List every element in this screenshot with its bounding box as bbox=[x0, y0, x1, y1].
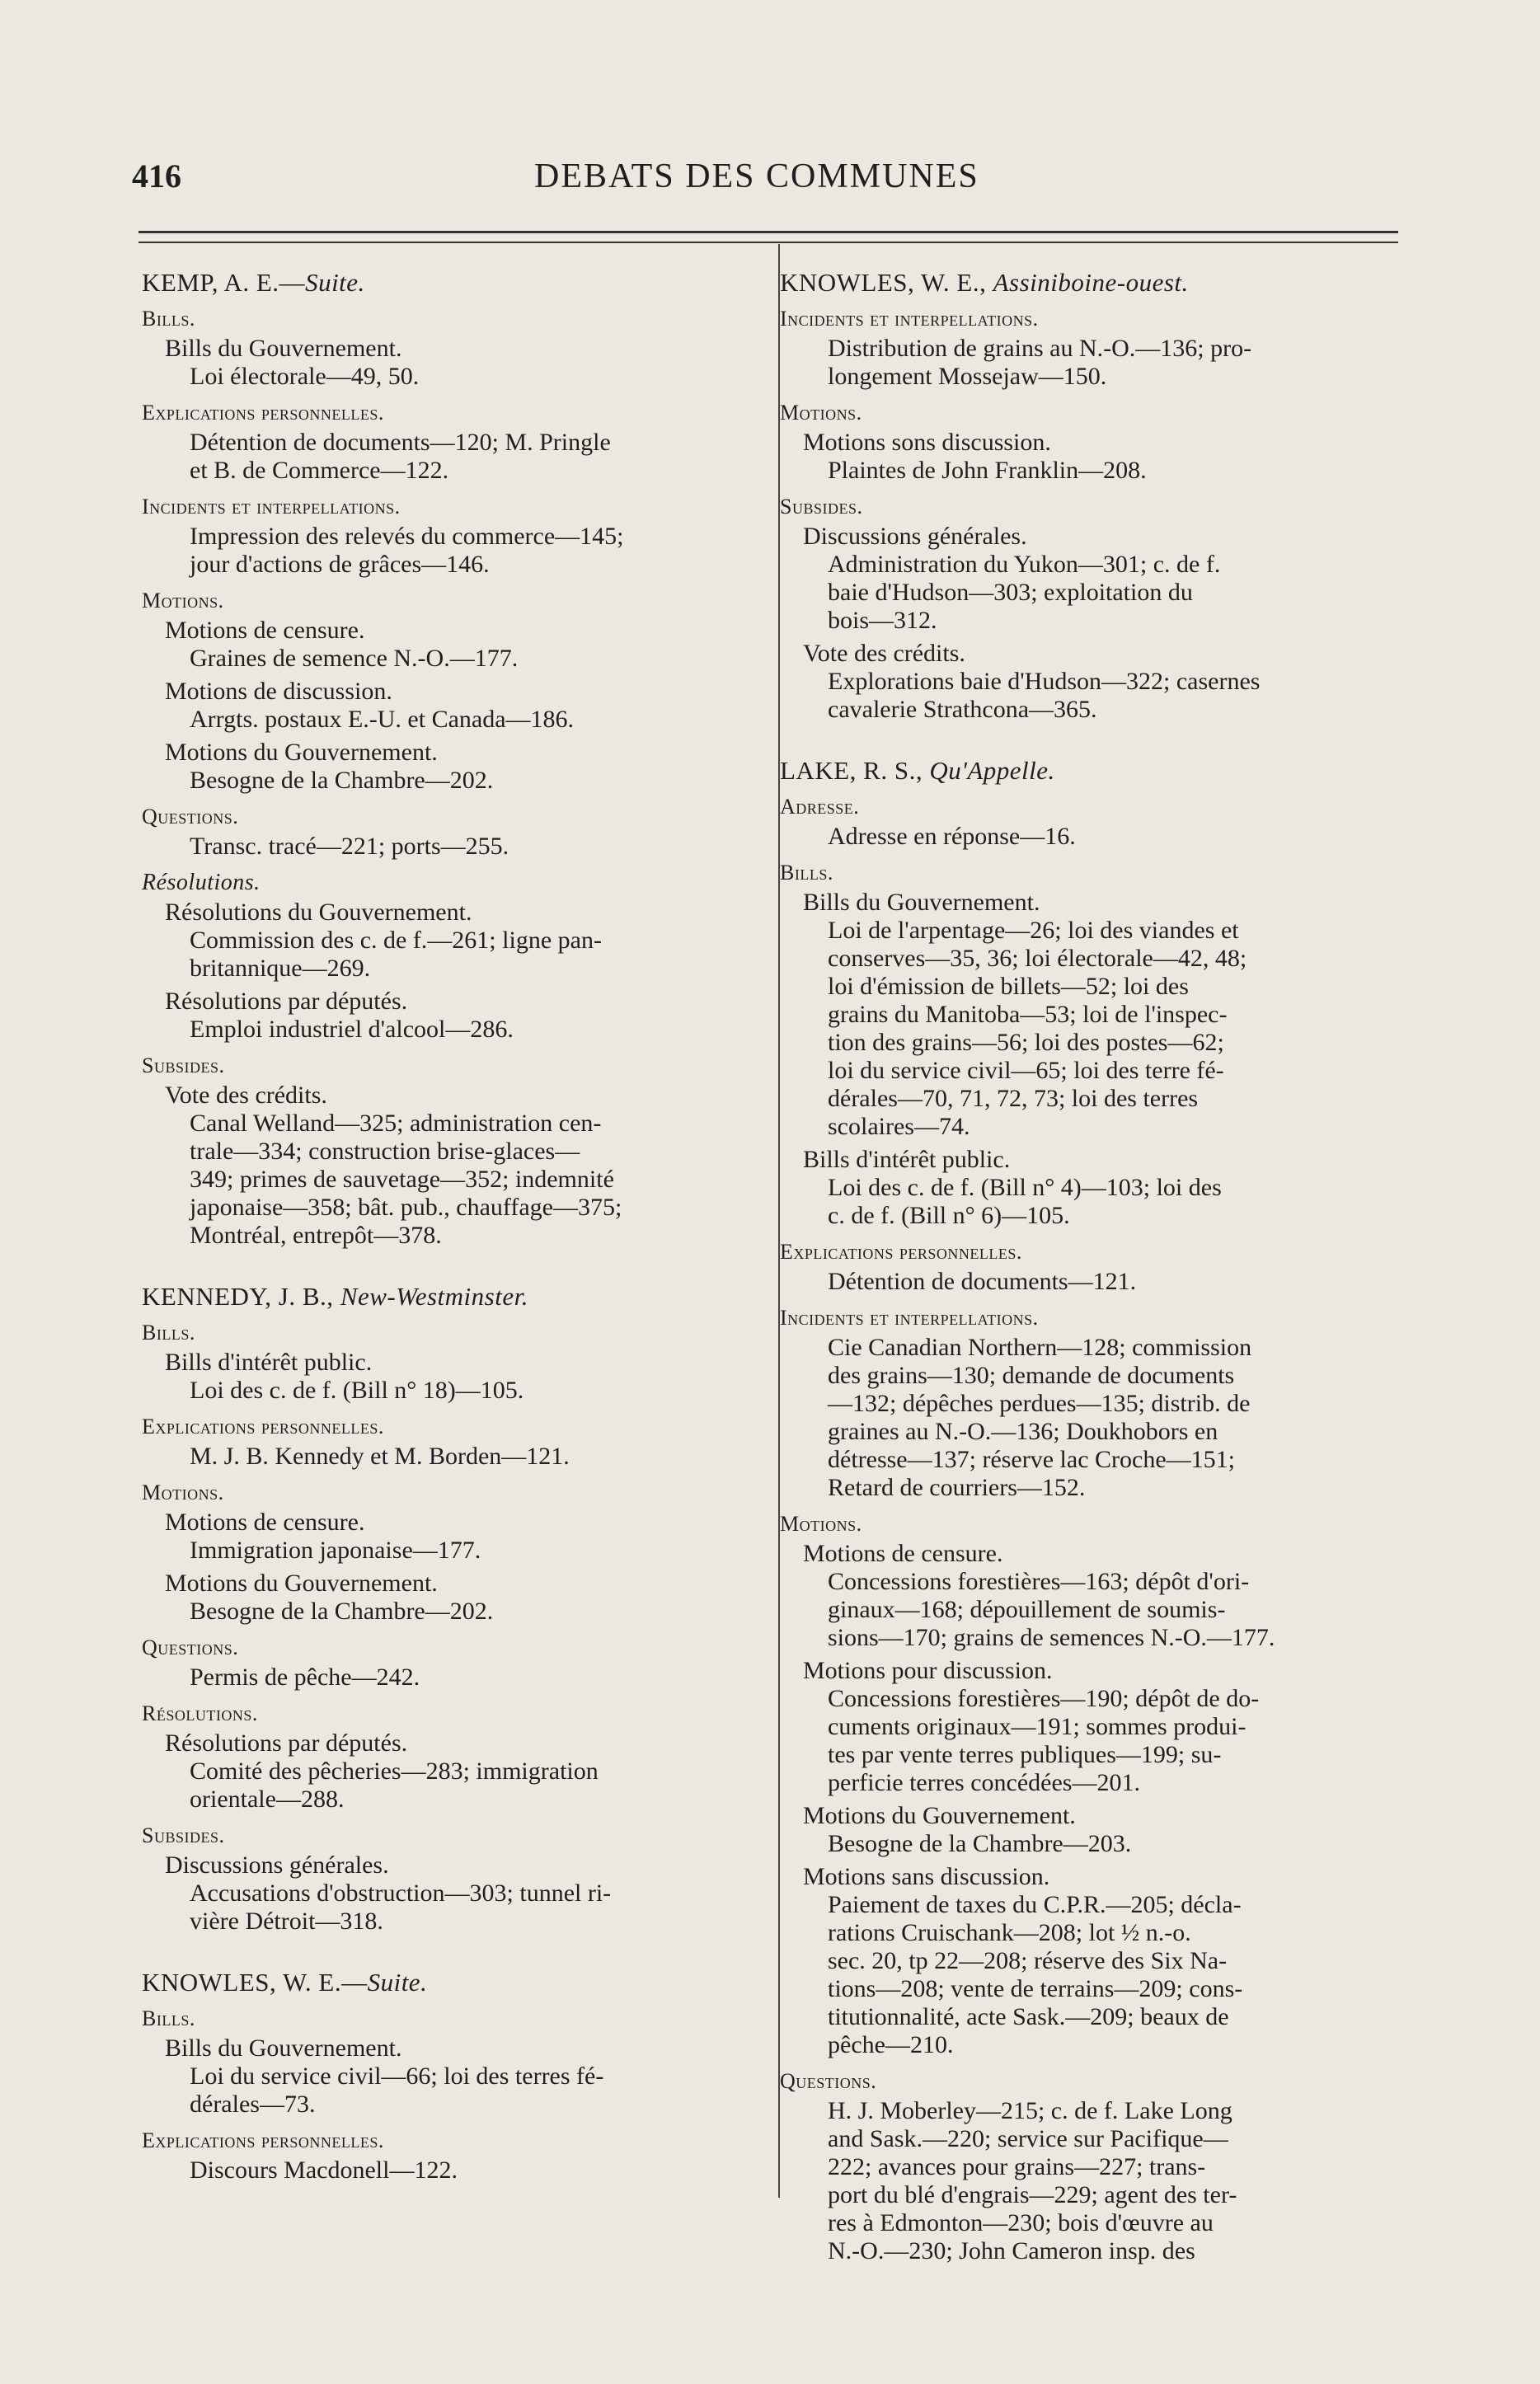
reference-line: trale—334; construction brise-glaces— bbox=[190, 1138, 580, 1165]
subject-heading: Vote des crédits. bbox=[165, 1082, 327, 1109]
page-title: DEBATS DES COMMUNES bbox=[534, 157, 979, 195]
entry-name-suffix: Assiniboine-ouest. bbox=[993, 268, 1189, 297]
subject-block bbox=[142, 1664, 765, 1692]
reference-line: longement Mossejaw—150. bbox=[828, 363, 1107, 390]
subject-block bbox=[142, 2156, 765, 2185]
subject-block bbox=[780, 1146, 1415, 1230]
reference-line: Graines de semence N.-O.—177. bbox=[190, 645, 519, 672]
reference-line: Discours Macdonell—122. bbox=[190, 2156, 458, 2184]
section-heading: Bills. bbox=[142, 307, 195, 331]
reference-line: jour d'actions de grâces—146. bbox=[190, 551, 490, 578]
subject-heading: Résolutions du Gouvernement. bbox=[165, 899, 472, 926]
reference-line: Retard de courriers—152. bbox=[828, 1474, 1086, 1501]
subject-block bbox=[142, 899, 765, 983]
reference-line: britannique—269. bbox=[190, 955, 371, 982]
section-heading: Motions. bbox=[780, 1512, 862, 1536]
reference-line: Canal Welland—325; administration cen- bbox=[190, 1110, 602, 1137]
reference-line: Emploi industriel d'alcool—286. bbox=[190, 1016, 514, 1043]
reference-line: loi du service civil—65; loi des terre fé- bbox=[828, 1057, 1224, 1084]
reference-line: Explorations baie d'Hudson—322; casernes bbox=[828, 668, 1261, 695]
subject-block bbox=[780, 1334, 1415, 1502]
subject-block bbox=[142, 1509, 765, 1565]
index-entry bbox=[780, 269, 1415, 724]
reference-line: tes par vente terres publiques—199; su- bbox=[828, 1741, 1222, 1768]
subject-block bbox=[142, 739, 765, 795]
subject-block bbox=[142, 833, 765, 861]
subject-heading: Motions du Gouvernement. bbox=[803, 1802, 1076, 1829]
section-heading: Bills. bbox=[142, 2006, 195, 2030]
section-heading: Questions. bbox=[142, 1635, 239, 1659]
section-heading: Incidents et interpellations. bbox=[780, 307, 1039, 331]
reference-line: orientale—288. bbox=[190, 1786, 345, 1813]
subject-heading: Bills du Gouvernement. bbox=[803, 889, 1040, 916]
reference-line: c. de f. (Bill n° 6)—105. bbox=[828, 1202, 1070, 1229]
entry-name: KNOWLES, W. E., Assiniboine-ouest. bbox=[780, 268, 1189, 297]
subject-heading: Motions du Gouvernement. bbox=[165, 739, 438, 766]
subject-heading: Bills d'intérêt public. bbox=[165, 1349, 373, 1376]
reference-line: Besogne de la Chambre—202. bbox=[190, 767, 494, 794]
reference-line: H. J. Moberley—215; c. de f. Lake Long bbox=[828, 2097, 1232, 2124]
reference-line: Concessions forestières—190; dépôt de do- bbox=[828, 1685, 1260, 1712]
subject-block bbox=[780, 1863, 1415, 2059]
subject-block bbox=[780, 1657, 1415, 1797]
subject-block bbox=[780, 2097, 1415, 2265]
reference-line: loi d'émission de billets—52; loi des bbox=[828, 973, 1189, 1000]
left-column bbox=[142, 264, 765, 2217]
subject-block bbox=[780, 823, 1415, 851]
subject-block bbox=[780, 1268, 1415, 1296]
subject-block bbox=[142, 523, 765, 579]
entry-name: KEMP, A. E.—Suite. bbox=[142, 268, 365, 297]
subject-block bbox=[142, 678, 765, 734]
subject-heading: Motions sons discussion. bbox=[803, 429, 1051, 456]
subject-heading: Discussions générales. bbox=[165, 1851, 389, 1879]
header-rule-double bbox=[139, 242, 1398, 243]
section-heading: Subsides. bbox=[780, 495, 863, 519]
reference-line: Impression des relevés du commerce—145; bbox=[190, 523, 624, 550]
section-heading: Questions. bbox=[142, 805, 239, 828]
reference-line: res à Edmonton—230; bois d'œuvre au bbox=[828, 2209, 1214, 2236]
reference-line: Transc. tracé—221; ports—255. bbox=[190, 833, 509, 860]
section-heading: Incidents et interpellations. bbox=[142, 495, 401, 519]
subject-heading: Motions de censure. bbox=[165, 617, 365, 644]
entry-name-suffix: Suite. bbox=[367, 1968, 428, 1997]
subject-heading: Résolutions par députés. bbox=[165, 988, 408, 1015]
index-entry bbox=[780, 757, 1415, 2265]
subject-block bbox=[142, 429, 765, 485]
section-heading: Résolutions. bbox=[142, 870, 261, 895]
subject-heading: Bills du Gouvernement. bbox=[165, 335, 402, 362]
subject-block bbox=[780, 1802, 1415, 1858]
reference-line: Comité des pêcheries—283; immigration bbox=[190, 1757, 599, 1785]
reference-line: baie d'Hudson—303; exploitation du bbox=[828, 579, 1193, 606]
subject-heading: Bills d'intérêt public. bbox=[803, 1146, 1011, 1173]
section-heading: Incidents et interpellations. bbox=[780, 1306, 1039, 1330]
subject-heading: Motions de censure. bbox=[803, 1540, 1003, 1567]
section-heading: Explications personnelles. bbox=[142, 2128, 384, 2152]
reference-line: 349; primes de sauvetage—352; indemnité bbox=[190, 1166, 614, 1193]
entry-name: KENNEDY, J. B., New-Westminster. bbox=[142, 1282, 528, 1311]
subject-block bbox=[780, 335, 1415, 391]
subject-block bbox=[142, 1443, 765, 1471]
reference-line: port du blé d'engrais—229; agent des ter- bbox=[828, 2181, 1237, 2208]
section-heading: Explications personnelles. bbox=[142, 1415, 384, 1438]
reference-line: japonaise—358; bât. pub., chauffage—375; bbox=[190, 1194, 622, 1221]
subject-block bbox=[142, 988, 765, 1044]
reference-line: pêche—210. bbox=[828, 2031, 954, 2058]
reference-line: 222; avances pour grains—227; trans- bbox=[828, 2153, 1206, 2180]
reference-line: dérales—73. bbox=[190, 2091, 316, 2118]
subject-block bbox=[780, 429, 1415, 485]
index-entry bbox=[142, 1969, 765, 2185]
reference-line: Détention de documents—121. bbox=[828, 1268, 1137, 1295]
section-heading: Subsides. bbox=[142, 1823, 225, 1847]
reference-line: perficie terres concédées—201. bbox=[828, 1769, 1140, 1796]
subject-heading: Motions pour discussion. bbox=[803, 1657, 1053, 1684]
section-heading: Bills. bbox=[780, 861, 833, 885]
subject-heading: Bills du Gouvernement. bbox=[165, 2034, 402, 2062]
entry-name-suffix: Suite. bbox=[305, 268, 365, 297]
reference-line: Loi de l'arpentage—26; loi des viandes et bbox=[828, 917, 1239, 944]
reference-line: Accusations d'obstruction—303; tunnel ri- bbox=[190, 1880, 612, 1907]
subject-heading: Motions du Gouvernement. bbox=[165, 1570, 438, 1597]
subject-block bbox=[142, 1851, 765, 1936]
section-heading: Motions. bbox=[780, 401, 862, 425]
subject-heading: Vote des crédits. bbox=[803, 640, 965, 667]
subject-block bbox=[780, 523, 1415, 635]
reference-line: Détention de documents—120; M. Pringle bbox=[190, 429, 611, 456]
subject-block bbox=[780, 1540, 1415, 1652]
reference-line: dérales—70, 71, 72, 73; loi des terres bbox=[828, 1085, 1199, 1112]
reference-line: rations Cruischank—208; lot ½ n.-o. bbox=[828, 1919, 1191, 1946]
reference-line: Besogne de la Chambre—203. bbox=[828, 1830, 1132, 1857]
section-heading: Adresse. bbox=[780, 795, 860, 819]
reference-line: sions—170; grains de semences N.-O.—177. bbox=[828, 1624, 1275, 1651]
reference-line: vière Détroit—318. bbox=[190, 1908, 383, 1935]
reference-line: conserves—35, 36; loi électorale—42, 48; bbox=[828, 945, 1247, 972]
subject-heading: Discussions générales. bbox=[803, 523, 1027, 550]
subject-block bbox=[142, 1082, 765, 1250]
reference-line: Loi des c. de f. (Bill n° 4)—103; loi des bbox=[828, 1174, 1222, 1201]
reference-line: cuments originaux—191; sommes produi- bbox=[828, 1713, 1247, 1740]
reference-line: Cie Canadian Northern—128; commission bbox=[828, 1334, 1252, 1361]
subject-block bbox=[142, 617, 765, 673]
reference-line: N.-O.—230; John Cameron insp. des bbox=[828, 2237, 1195, 2264]
index-entry bbox=[142, 1283, 765, 1936]
section-heading: Subsides. bbox=[142, 1054, 225, 1077]
reference-line: grains du Manitoba—53; loi de l'inspec- bbox=[828, 1001, 1228, 1028]
subject-block bbox=[142, 1729, 765, 1814]
page-number: 416 bbox=[132, 157, 181, 195]
section-heading: Motions. bbox=[142, 1481, 224, 1504]
subject-block bbox=[780, 889, 1415, 1141]
reference-line: Besogne de la Chambre—202. bbox=[190, 1598, 494, 1625]
subject-block bbox=[142, 1349, 765, 1405]
reference-line: Loi du service civil—66; loi des terres fé- bbox=[190, 2063, 604, 2090]
subject-block bbox=[142, 1570, 765, 1626]
reference-line: Distribution de grains au N.-O.—136; pro- bbox=[828, 335, 1252, 362]
reference-line: Loi électorale—49, 50. bbox=[190, 363, 420, 390]
right-column bbox=[780, 264, 1415, 2298]
entry-name: LAKE, R. S., Qu'Appelle. bbox=[780, 756, 1055, 785]
header-rule bbox=[139, 231, 1398, 233]
section-heading: Questions. bbox=[780, 2069, 877, 2093]
subject-heading: Résolutions par députés. bbox=[165, 1729, 408, 1757]
reference-line: et B. de Commerce—122. bbox=[190, 457, 449, 484]
section-heading: Bills. bbox=[142, 1321, 195, 1345]
reference-line: sec. 20, tp 22—208; réserve des Six Na- bbox=[828, 1947, 1228, 1974]
reference-line: —132; dépêches perdues—135; distrib. de bbox=[828, 1390, 1251, 1417]
reference-line: cavalerie Strathcona—365. bbox=[828, 696, 1097, 723]
entry-name-suffix: New-Westminster. bbox=[340, 1282, 528, 1311]
reference-line: ginaux—168; dépouillement de soumis- bbox=[828, 1596, 1226, 1623]
reference-line: des grains—130; demande de documents bbox=[828, 1362, 1235, 1389]
reference-line: Montréal, entrepôt—378. bbox=[190, 1222, 442, 1249]
subject-block bbox=[142, 335, 765, 391]
reference-line: détresse—137; réserve lac Croche—151; bbox=[828, 1446, 1235, 1473]
reference-line: and Sask.—220; service sur Pacifique— bbox=[828, 2125, 1228, 2152]
reference-line: Commission des c. de f.—261; ligne pan- bbox=[190, 927, 602, 954]
reference-line: tion des grains—56; loi des postes—62; bbox=[828, 1029, 1224, 1056]
section-heading: Résolutions. bbox=[142, 1701, 258, 1725]
reference-line: Paiement de taxes du C.P.R.—205; décla- bbox=[828, 1891, 1242, 1918]
reference-line: scolaires—74. bbox=[828, 1113, 970, 1140]
reference-line: Concessions forestières—163; dépôt d'ori- bbox=[828, 1568, 1250, 1595]
subject-block bbox=[142, 2034, 765, 2119]
reference-line: bois—312. bbox=[828, 607, 937, 634]
reference-line: Permis de pêche—242. bbox=[190, 1664, 420, 1691]
section-heading: Motions. bbox=[142, 589, 224, 612]
entry-name: KNOWLES, W. E.—Suite. bbox=[142, 1968, 428, 1997]
reference-line: Adresse en réponse—16. bbox=[828, 823, 1076, 850]
reference-line: Arrgts. postaux E.-U. et Canada—186. bbox=[190, 706, 575, 733]
reference-line: titutionnalité, acte Sask.—209; beaux de bbox=[828, 2003, 1229, 2030]
section-heading: Explications personnelles. bbox=[780, 1240, 1022, 1264]
subject-block bbox=[780, 640, 1415, 724]
section-heading: Explications personnelles. bbox=[142, 401, 384, 425]
index-entry bbox=[142, 269, 765, 1250]
reference-line: Administration du Yukon—301; c. de f. bbox=[828, 551, 1221, 578]
reference-line: Immigration japonaise—177. bbox=[190, 1537, 481, 1564]
subject-heading: Motions de censure. bbox=[165, 1509, 365, 1536]
reference-line: graines au N.-O.—136; Doukhobors en bbox=[828, 1418, 1218, 1445]
reference-line: Loi des c. de f. (Bill n° 18)—105. bbox=[190, 1377, 524, 1404]
entry-name-suffix: Qu'Appelle. bbox=[929, 756, 1055, 785]
reference-line: Plaintes de John Franklin—208. bbox=[828, 457, 1147, 484]
subject-heading: Motions sans discussion. bbox=[803, 1863, 1050, 1890]
reference-line: tions—208; vente de terrains—209; cons- bbox=[828, 1975, 1243, 2002]
subject-heading: Motions de discussion. bbox=[165, 678, 392, 705]
reference-line: M. J. B. Kennedy et M. Borden—121. bbox=[190, 1443, 570, 1470]
